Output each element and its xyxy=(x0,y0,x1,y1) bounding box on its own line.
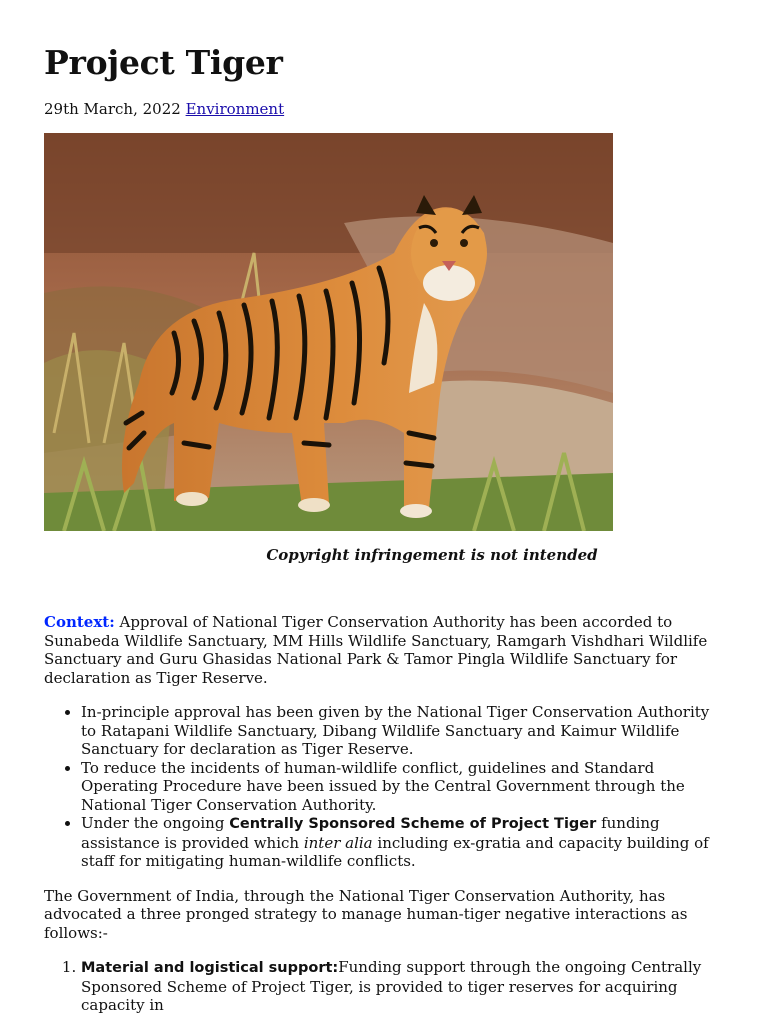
article-meta xyxy=(44,99,724,119)
context-label: Context: xyxy=(44,613,115,631)
list-item: • To reduce the incidents of human-wildlife conflict, guidelines and Standard Operating Procedure have been issued by the Central Government through the National Tiger Conservation Authority. xyxy=(81,759,724,815)
list-item-text: including ex-gratia and capacity building of staff for mitigating human-wildlife conflicts. xyxy=(81,833,709,870)
category-link[interactable]: Environment xyxy=(185,100,285,118)
tiger-photo xyxy=(44,133,613,531)
bullet-list xyxy=(44,703,724,871)
scheme-name: Centrally Sponsored Scheme of Project Tiger xyxy=(229,816,597,832)
list-item: • In-principle approval has been given by the National Tiger Conservation Authority to Ratapani Wildlife Sanctuary, Dibang Wildlife Sanctuary and Kaimur Wildlife Sanctuary for declaration as Tiger Reserve. xyxy=(81,703,724,759)
list-item xyxy=(81,958,724,1015)
strategy-intro: The Government of India, through the National Tiger Conservation Authority, has advocated a three pronged strategy to manage human-tiger negative interactions as follows:- xyxy=(44,886,688,942)
list-item-text: Funding support through the ongoing Centrally Sponsored Scheme of Project Tiger, is provided to tiger reserves for acquiring capacity in xyxy=(81,958,702,1014)
emphasis-text: inter alia xyxy=(303,833,373,852)
list-item-text: funding assistance is provided which xyxy=(81,814,660,852)
page-title: Project Tiger xyxy=(44,43,283,82)
image-caption: Copyright infringement is not intended xyxy=(266,546,598,564)
article-date: 29th March, 2022 xyxy=(44,100,181,118)
context-paragraph xyxy=(44,613,724,687)
list-item-text: Under the ongoing xyxy=(81,814,230,832)
list-item xyxy=(81,814,724,871)
strategy-heading: Material and logistical support: xyxy=(81,960,339,976)
strategy-list xyxy=(44,958,724,1015)
context-text: Approval of National Tiger Conservation Authority has been accorded to Sunabeda Wildlife Sanctuary, MM Hills Wildlife Sanctuary, Ramgarh Vishdhari Wildlife Sanctuary and Guru Ghasidas National Park & Tamor Pingla Wildlife Sanctuary for declaration as Tiger Reserve. xyxy=(44,613,708,687)
